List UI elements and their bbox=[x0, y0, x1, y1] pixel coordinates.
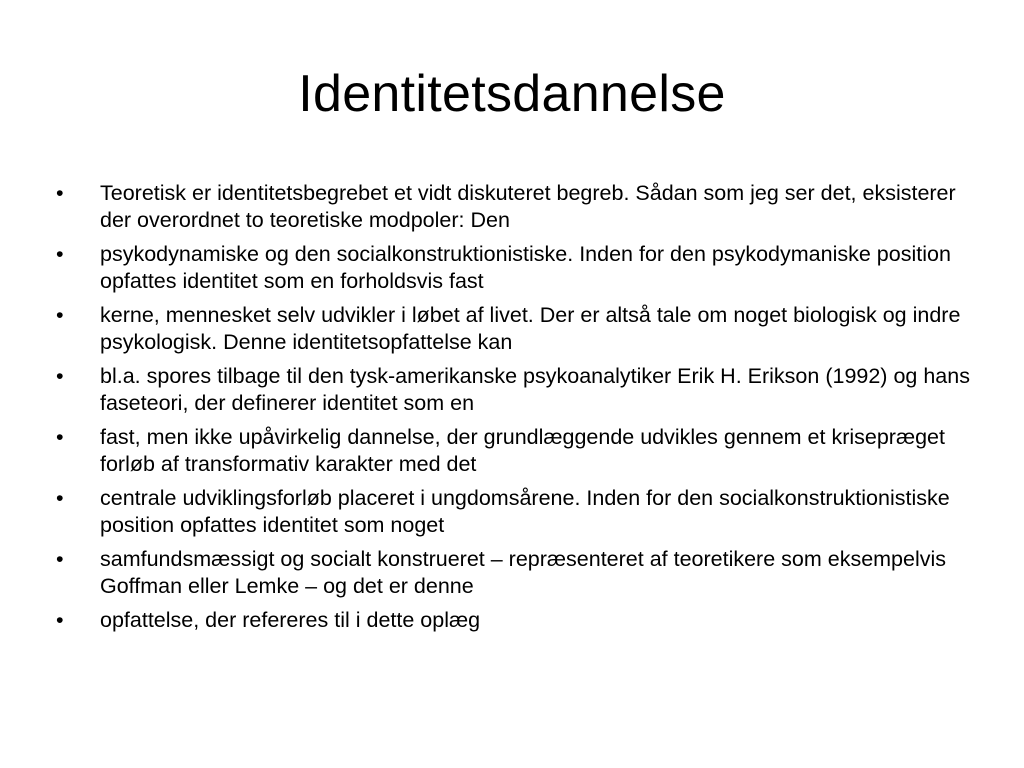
bullet-text: bl.a. spores tilbage til den tysk-amerikanske psykoanalytiker Erik H. Erikson (1992) og hans faseteori, der definerer identitet som en bbox=[100, 364, 970, 415]
bullet-dot: • bbox=[56, 608, 64, 632]
bullet-item bbox=[56, 180, 976, 234]
bullet-text: Teoretisk er identitetsbegrebet et vidt diskuteret begreb. Sådan som jeg ser det, eksisterer der overordnet to teoretiske modpoler: Den bbox=[100, 181, 956, 232]
bullet-text: fast, men ikke upåvirkelig dannelse, der grundlæggende udvikles gennem et krisepræget forløb af transformativ karakter med det bbox=[100, 425, 945, 476]
slide-title: Identitetsdannelse bbox=[298, 65, 726, 123]
bullet-text: psykodynamiske og den socialkonstruktionistiske. Inden for den psykodymaniske position opfattes identitet som en forholdsvis fast bbox=[100, 242, 951, 293]
bullet-item bbox=[56, 363, 976, 417]
bullet-text: kerne, mennesket selv udvikler i løbet af livet. Der er altså tale om noget biologisk og indre psykologisk. Denne identitetsopfattelse kan bbox=[100, 303, 961, 354]
bullet-list bbox=[56, 180, 976, 641]
bullet-dot: • bbox=[56, 181, 64, 205]
bullet-text: samfundsmæssigt og socialt konstrueret – repræsenteret af teoretikere som eksempelvis Goffman eller Lemke – og det er denne bbox=[100, 547, 947, 598]
bullet-item bbox=[56, 546, 976, 600]
bullet-item bbox=[56, 302, 976, 356]
bullet-text: centrale udviklingsforløb placeret i ungdomsårene. Inden for den socialkonstruktionistiske position opfattes identitet som noget bbox=[100, 486, 950, 537]
bullet-item bbox=[56, 424, 976, 478]
bullet-dot: • bbox=[56, 486, 64, 510]
bullet-dot: • bbox=[56, 547, 64, 571]
bullet-item bbox=[56, 607, 976, 634]
bullet-dot: • bbox=[56, 364, 64, 388]
bullet-text: opfattelse, der refereres til i dette oplæg bbox=[100, 608, 481, 632]
bullet-dot: • bbox=[56, 242, 64, 266]
bullet-dot: • bbox=[56, 303, 64, 327]
bullet-item bbox=[56, 241, 976, 295]
bullet-dot: • bbox=[56, 425, 64, 449]
bullet-item bbox=[56, 485, 976, 539]
